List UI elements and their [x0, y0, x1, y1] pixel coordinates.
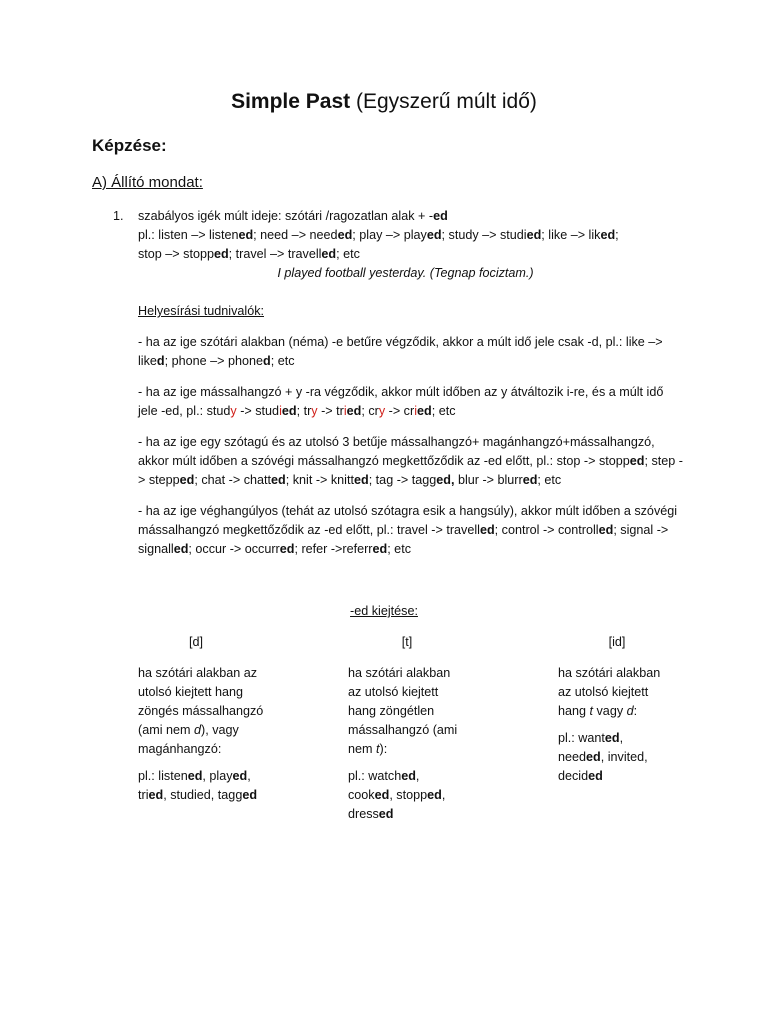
spelling-title: Helyesírási tudnivalók:: [138, 304, 264, 318]
spelling-paragraph-1: - ha az ige szótári alakban (néma) -e betűre végződik, akkor a múlt idő jele csak -d, pl.: like –> liked; phone –> phoned; etc: [138, 335, 663, 368]
rule-suffix: ed: [433, 209, 448, 223]
list-number: 1.: [113, 209, 124, 223]
column-id-examples: pl.: wanted, needed, invited, decided: [558, 731, 648, 783]
section-heading: Képzése:: [92, 136, 167, 155]
column-id: [558, 664, 670, 794]
column-id-description: ha szótári alakban az utolsó kiejtett hang t vagy d:: [558, 666, 661, 718]
column-d-description: ha szótári alakban az utolsó kiejtett hang zöngés mássalhangzó (ami nem d), vagy magánhangzó:: [138, 666, 264, 756]
pronunciation-title: -ed kiejtése:: [350, 604, 418, 618]
examples-line-1: pl.: listen –> listened; need –> needed; play –> played; study –> studied; like –> liked;: [138, 228, 619, 242]
title-bold: Simple Past: [231, 90, 351, 113]
example-sentence: I played football yesterday. (Tegnap fociztam.): [277, 266, 534, 280]
column-d-examples: pl.: listened, played, tried, studied, tagged: [138, 769, 258, 802]
rule-line: [138, 207, 673, 226]
column-t-description: ha szótári alakban az utolsó kiejtett hang zöngétlen mássalhangzó (ami nem t):: [348, 666, 458, 756]
rule-text: szabályos igék múlt ideje: szótári /ragozatlan alak + -: [138, 209, 434, 223]
spelling-paragraph-3: - ha az ige egy szótagú és az utolsó 3 betűje mássalhangzó+ magánhangzó+mássalhangzó, akkor múlt időben a szóvégi mássalhangzó megkettőződik az -ed előtt, pl.: stop -> stopped; step -> stepped; chat -> chatted; knit -> knitted; tag -> tagged, blur -> blurred; etc: [138, 435, 683, 487]
column-d: [138, 664, 264, 813]
examples-line-2: stop –> stopped; travel –> travelled; etc: [138, 247, 360, 261]
subsection-heading: A) Állító mondat:: [92, 174, 203, 191]
column-header-id: [id]: [608, 635, 626, 649]
column-header-d: [d]: [188, 635, 203, 649]
list-item-1: [113, 207, 673, 283]
column-t: [348, 664, 466, 832]
title-rest: (Egyszerű múlt idő): [350, 90, 537, 113]
spelling-paragraph-4: - ha az ige véghangúlyos (tehát az utolsó szótagra esik a hangsúly), akkor múlt időben a szóvégi mássalhangzó megkettőződik az -ed előtt, pl.: travel -> travelled; control -> controlled; signal -> signalled; occur -> occurred; refer ->referred; etc: [138, 504, 678, 556]
spelling-paragraph-2: - ha az ige mássalhangzó + y -ra végződik, akkor múlt időben az y átváltozik i-re, és a múlt idő jele -ed, pl.: study -> studied; try -> tried; cry -> cried; etc: [138, 385, 664, 418]
column-t-examples: pl.: watched, cooked, stopped, dressed: [348, 769, 446, 821]
column-header-t: [t]: [401, 635, 413, 649]
document-title: [0, 88, 768, 116]
